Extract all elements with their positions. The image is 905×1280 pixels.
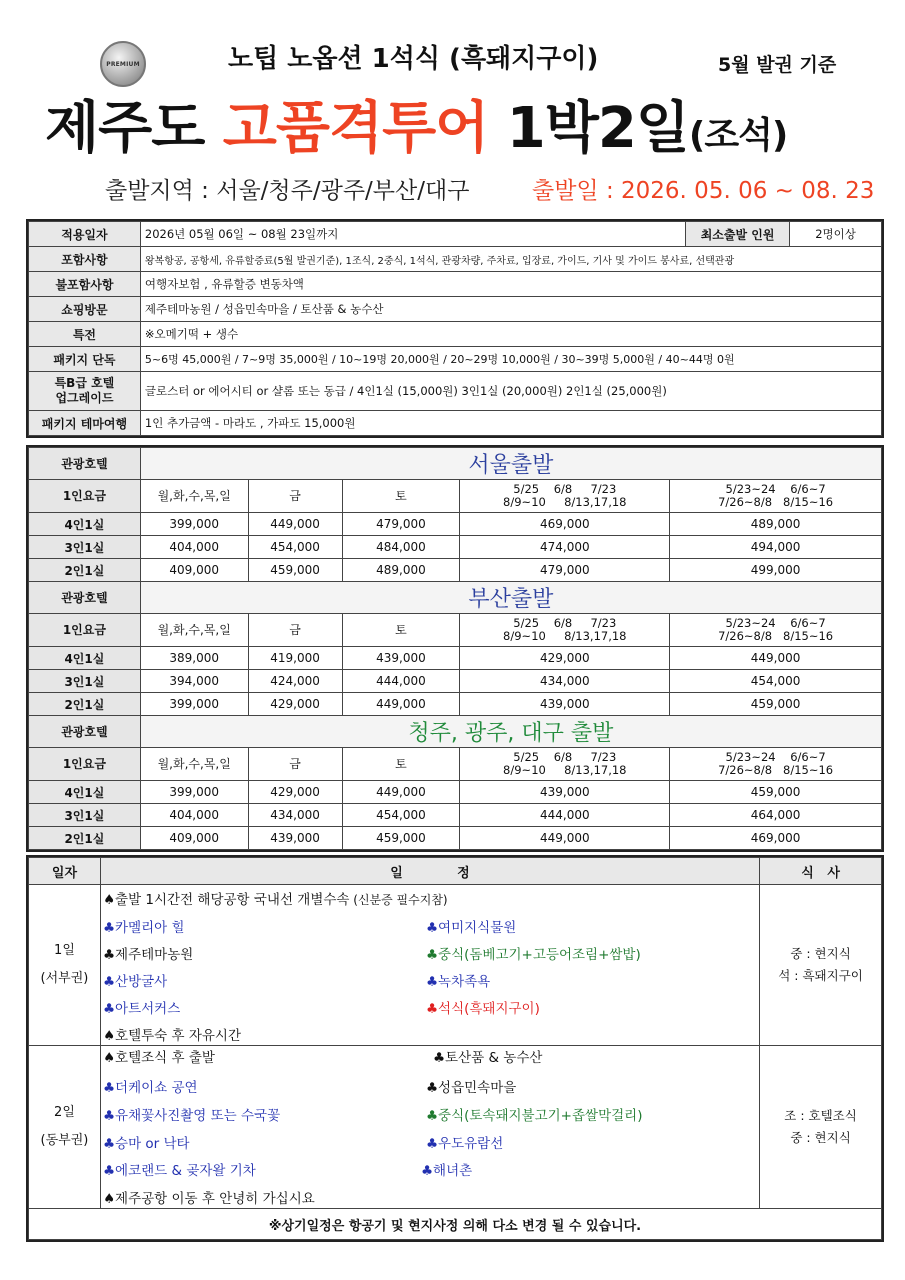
include-label: 포함사항 bbox=[29, 247, 141, 272]
section-title-row bbox=[29, 448, 882, 480]
price-cell: 444,000 bbox=[342, 670, 460, 693]
day2-stop: ♣우도유람선 bbox=[425, 1136, 504, 1152]
day1-stop: ♣여미지식물원 bbox=[425, 920, 517, 936]
hotel-label: 관광호텔 bbox=[29, 716, 141, 748]
theme-label: 패키지 테마여행 bbox=[29, 411, 141, 436]
room-type: 3인1실 bbox=[29, 536, 141, 559]
meal-column-header: 식 사 bbox=[760, 858, 882, 885]
include-value: 왕복항공, 공항세, 유류할증료(5월 발권기준), 1조식, 2중식, 1석식, 관광차량, 주차료, 입장료, 가이드, 기사 및 가이드 봉사료, 선택관광 bbox=[140, 247, 881, 272]
day1-stop: ♣산방굴사 bbox=[102, 974, 168, 990]
issue-basis: 5월 발권 기준 bbox=[718, 54, 837, 76]
price-cell: 449,000 bbox=[342, 781, 460, 804]
price-cell: 449,000 bbox=[460, 827, 670, 850]
day2-end-note: ♠제주공항 이동 후 안녕히 가십시요 bbox=[102, 1191, 315, 1207]
period-row bbox=[29, 222, 882, 247]
price-cell: 404,000 bbox=[140, 536, 248, 559]
price-row bbox=[29, 804, 882, 827]
friday-column: 금 bbox=[248, 748, 342, 781]
day2-stop: ♣더케이쇼 공연 bbox=[102, 1080, 198, 1096]
hotel-label: 관광호텔 bbox=[29, 448, 141, 480]
section-title-row bbox=[29, 582, 882, 614]
price-columns-row bbox=[29, 480, 882, 513]
room-type: 2인1실 bbox=[29, 693, 141, 716]
day1-itinerary bbox=[100, 885, 759, 1046]
peak-dates-column-1: 5/25 6/8 7/23 8/9~10 8/13,17,18 bbox=[460, 480, 670, 513]
price-cell: 424,000 bbox=[248, 670, 342, 693]
price-cell: 419,000 bbox=[248, 647, 342, 670]
price-row bbox=[29, 536, 882, 559]
perk-label: 특전 bbox=[29, 322, 141, 347]
shopping-value: 제주테마농원 / 성읍민속마을 / 토산품 & 농수산 bbox=[140, 297, 881, 322]
section-title: 서울출발 bbox=[140, 448, 881, 480]
per-person-label: 1인요금 bbox=[29, 614, 141, 647]
price-cell: 489,000 bbox=[670, 513, 882, 536]
price-cell: 434,000 bbox=[248, 804, 342, 827]
peak-dates-column-2: 5/23~24 6/6~7 7/26~8/8 8/15~16 bbox=[670, 614, 882, 647]
theme-value: 1인 추가금액 - 마라도 , 가파도 15,000원 bbox=[140, 411, 881, 436]
day-column-header: 일자 bbox=[29, 858, 101, 885]
day1-hotel-note: ♠호텔투숙 후 자유시간 bbox=[102, 1028, 241, 1044]
price-row bbox=[29, 513, 882, 536]
discount-label: 패키지 단독 bbox=[29, 347, 141, 372]
price-row bbox=[29, 559, 882, 582]
departure-regions: 출발지역 : 서울/청주/광주/부산/대구 bbox=[105, 178, 470, 204]
discount-row bbox=[29, 347, 882, 372]
price-cell: 439,000 bbox=[460, 693, 670, 716]
schedule-header bbox=[29, 858, 882, 885]
per-person-label: 1인요금 bbox=[29, 748, 141, 781]
price-row bbox=[29, 827, 882, 850]
price-cell: 459,000 bbox=[342, 827, 460, 850]
upgrade-label: 특B급 호텔 업그레이드 bbox=[29, 372, 141, 411]
per-person-label: 1인요금 bbox=[29, 480, 141, 513]
price-cell: 394,000 bbox=[140, 670, 248, 693]
day2-lunch: ♣중식(토속돼지불고기+좁쌀막걸리) bbox=[425, 1108, 643, 1124]
price-cell: 454,000 bbox=[342, 804, 460, 827]
room-type: 2인1실 bbox=[29, 827, 141, 850]
price-cell: 459,000 bbox=[248, 559, 342, 582]
day1-stop: ♣녹차족욕 bbox=[425, 974, 491, 990]
price-cell: 434,000 bbox=[460, 670, 670, 693]
shopping-label: 쇼핑방문 bbox=[29, 297, 141, 322]
price-cell: 479,000 bbox=[460, 559, 670, 582]
perk-value: ※오메기떡 + 생수 bbox=[140, 322, 881, 347]
price-row bbox=[29, 670, 882, 693]
peak-dates-column-1: 5/25 6/8 7/23 8/9~10 8/13,17,18 bbox=[460, 614, 670, 647]
day1-meals: 중 : 현지식 석 : 흑돼지구이 bbox=[760, 885, 882, 1046]
price-cell: 489,000 bbox=[342, 559, 460, 582]
tour-info-table bbox=[28, 221, 882, 436]
day2-meals: 조 : 호텔조식 중 : 현지식 bbox=[760, 1046, 882, 1209]
day2-stop: ♣해녀촌 bbox=[420, 1163, 473, 1179]
price-cell: 459,000 bbox=[670, 781, 882, 804]
friday-column: 금 bbox=[248, 614, 342, 647]
price-cell: 399,000 bbox=[140, 693, 248, 716]
day2-stop: ♣성읍민속마을 bbox=[425, 1080, 517, 1096]
day2-row bbox=[29, 1046, 882, 1209]
price-cell: 399,000 bbox=[140, 781, 248, 804]
price-columns-row bbox=[29, 748, 882, 781]
discount-value: 5~6명 45,000원 / 7~9명 35,000원 / 10~19명 20,000원 / 20~29명 10,000원 / 30~39명 5,000원 / 40~44명 0원 bbox=[140, 347, 881, 372]
price-columns-row bbox=[29, 614, 882, 647]
price-row bbox=[29, 693, 882, 716]
day2-label: 2일 (동부권) bbox=[29, 1046, 101, 1209]
price-cell: 449,000 bbox=[342, 693, 460, 716]
saturday-column: 토 bbox=[342, 748, 460, 781]
price-cell: 479,000 bbox=[342, 513, 460, 536]
price-cell: 404,000 bbox=[140, 804, 248, 827]
price-cell: 409,000 bbox=[140, 559, 248, 582]
price-cell: 464,000 bbox=[670, 804, 882, 827]
price-cell: 439,000 bbox=[342, 647, 460, 670]
day2-stop: ♣승마 or 낙타 bbox=[102, 1136, 190, 1152]
main-title: 제주도 고품격투어 1박2일(조석) bbox=[45, 96, 788, 161]
price-cell: 469,000 bbox=[670, 827, 882, 850]
min-people-label: 최소출발 인원 bbox=[686, 222, 790, 247]
premium-logo: PREMIUM bbox=[100, 41, 146, 87]
shopping-row bbox=[29, 297, 882, 322]
day1-row bbox=[29, 885, 882, 1046]
min-people-value: 2명이상 bbox=[790, 222, 882, 247]
friday-column: 금 bbox=[248, 480, 342, 513]
period-label: 적용일자 bbox=[29, 222, 141, 247]
saturday-column: 토 bbox=[342, 614, 460, 647]
price-cell: 469,000 bbox=[460, 513, 670, 536]
footnote-row bbox=[29, 1209, 882, 1240]
price-cell: 389,000 bbox=[140, 647, 248, 670]
price-cell: 409,000 bbox=[140, 827, 248, 850]
peak-dates-column-2: 5/23~24 6/6~7 7/26~8/8 8/15~16 bbox=[670, 480, 882, 513]
day2-start-note: ♠호텔조식 후 출발 bbox=[102, 1050, 215, 1066]
peak-dates-column-2: 5/23~24 6/6~7 7/26~8/8 8/15~16 bbox=[670, 748, 882, 781]
weekday-column: 월,화,수,목,일 bbox=[140, 480, 248, 513]
price-row bbox=[29, 647, 882, 670]
theme-row bbox=[29, 411, 882, 436]
exclude-value: 여행자보험 , 유류할증 변동차액 bbox=[140, 272, 881, 297]
price-cell: 499,000 bbox=[670, 559, 882, 582]
room-type: 2인1실 bbox=[29, 559, 141, 582]
upgrade-row bbox=[29, 372, 882, 411]
day2-stop: ♣유채꽃사진촬영 또는 수국꽃 bbox=[102, 1108, 281, 1124]
price-cell: 429,000 bbox=[248, 693, 342, 716]
price-cell: 484,000 bbox=[342, 536, 460, 559]
day1-departure-note: ♠출발 1시간전 해당공항 국내선 개별수속 (신분증 필수지참) bbox=[102, 892, 448, 908]
price-cell: 474,000 bbox=[460, 536, 670, 559]
schedule-table bbox=[28, 857, 882, 1240]
saturday-column: 토 bbox=[342, 480, 460, 513]
price-cell: 399,000 bbox=[140, 513, 248, 536]
room-type: 4인1실 bbox=[29, 781, 141, 804]
day1-stop: ♣카멜리아 힐 bbox=[102, 920, 185, 936]
period-value: 2026년 05월 06일 ~ 08월 23일까지 bbox=[140, 222, 685, 247]
day2-stop: ♣토산품 & 농수산 bbox=[432, 1050, 543, 1066]
room-type: 3인1실 bbox=[29, 670, 141, 693]
exclude-label: 불포함사항 bbox=[29, 272, 141, 297]
price-cell: 449,000 bbox=[670, 647, 882, 670]
day2-itinerary bbox=[100, 1046, 759, 1209]
room-type: 3인1실 bbox=[29, 804, 141, 827]
price-cell: 439,000 bbox=[460, 781, 670, 804]
price-cell: 454,000 bbox=[670, 670, 882, 693]
price-cell: 429,000 bbox=[460, 647, 670, 670]
day2-stop: ♣에코랜드 & 곶자왈 기차 bbox=[102, 1163, 256, 1179]
price-cell: 494,000 bbox=[670, 536, 882, 559]
hotel-label: 관광호텔 bbox=[29, 582, 141, 614]
section-title: 부산출발 bbox=[140, 582, 881, 614]
price-cell: 449,000 bbox=[248, 513, 342, 536]
exclude-row bbox=[29, 272, 882, 297]
perk-row bbox=[29, 322, 882, 347]
include-row bbox=[29, 247, 882, 272]
tour-subtitle: 노팁 노옵션 1석식 (흑돼지구이) bbox=[228, 44, 599, 74]
price-cell: 459,000 bbox=[670, 693, 882, 716]
weekday-column: 월,화,수,목,일 bbox=[140, 748, 248, 781]
price-cell: 429,000 bbox=[248, 781, 342, 804]
day1-stop: ♣제주테마농원 bbox=[102, 947, 194, 963]
section-title-row bbox=[29, 716, 882, 748]
room-type: 4인1실 bbox=[29, 647, 141, 670]
departure-dates: 출발일 : 2026. 05. 06 ~ 08. 23 bbox=[532, 178, 875, 204]
itinerary-column-header: 일 정 bbox=[100, 858, 759, 885]
price-cell: 439,000 bbox=[248, 827, 342, 850]
upgrade-value: 글로스터 or 에어시티 or 샬롬 또는 동급 / 4인1실 (15,000원) 3인1실 (20,000원) 2인1실 (25,000원) bbox=[140, 372, 881, 411]
day1-dinner: ♣석식(흑돼지구이) bbox=[425, 1001, 540, 1017]
day1-stop: ♣아트서커스 bbox=[102, 1001, 181, 1017]
price-table bbox=[28, 447, 882, 850]
room-type: 4인1실 bbox=[29, 513, 141, 536]
peak-dates-column-1: 5/25 6/8 7/23 8/9~10 8/13,17,18 bbox=[460, 748, 670, 781]
price-cell: 454,000 bbox=[248, 536, 342, 559]
schedule-footnote: ※상기일정은 항공기 및 현지사정 의해 다소 변경 될 수 있습니다. bbox=[29, 1209, 882, 1240]
day1-label: 1일 (서부권) bbox=[29, 885, 101, 1046]
weekday-column: 월,화,수,목,일 bbox=[140, 614, 248, 647]
section-title: 청주, 광주, 대구 출발 bbox=[140, 716, 881, 748]
price-row bbox=[29, 781, 882, 804]
day1-lunch: ♣중식(돔베고기+고등어조림+쌈밥) bbox=[425, 947, 641, 963]
price-cell: 444,000 bbox=[460, 804, 670, 827]
